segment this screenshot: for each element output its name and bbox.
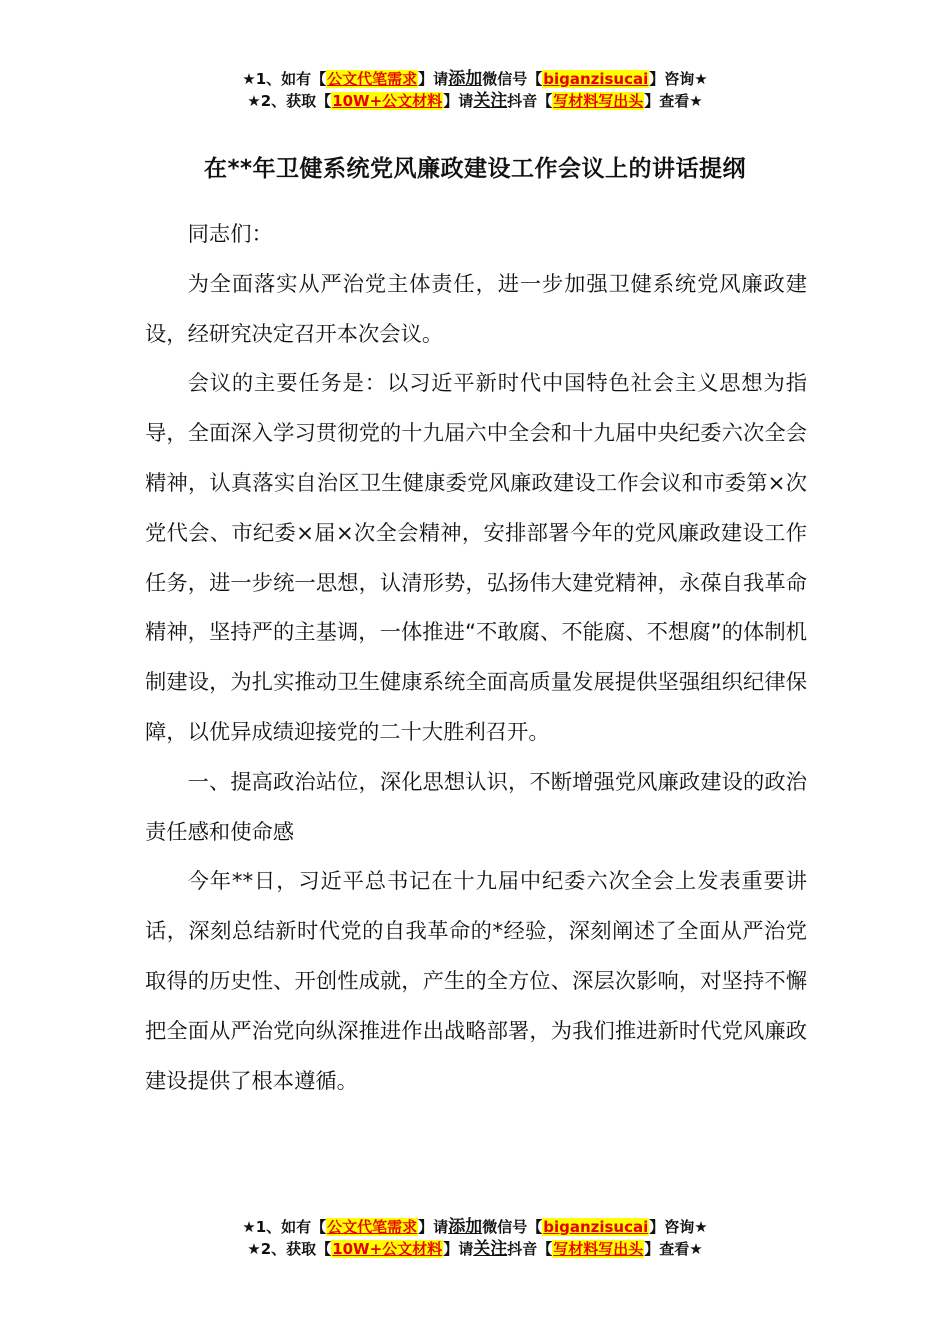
- header-banner: [0, 68, 950, 112]
- banner-text: 】请: [418, 70, 449, 88]
- banner-text: 抖音【: [507, 92, 553, 110]
- document-title: 在**年卫健系统党风廉政建设工作会议上的讲话提纲: [203, 156, 747, 182]
- banner-text: 】咨询★: [649, 1218, 708, 1236]
- banner-wechat-id: biganzisucai: [543, 1218, 649, 1236]
- banner-wechat-id: biganzisucai: [543, 70, 649, 88]
- body-paragraph: 会议的主要任务是：以习近平新时代中国特色社会主义思想为指导，全面深入学习贯彻党的十九届六中全会和十九届中央纪委六次全会精神，认真落实自治区卫生健康委党风廉政建设工作会议和市委第×次党代会、市纪委×届×次全会精神，安排部署今年的党风廉政建设工作任务，进一步统一思想，认清形势，弘扬伟大建党精神，永葆自我革命精神，坚持严的主基调，一体推进“不敢腐、不能腐、不想腐”的体制机制建设，为扎实推动卫生健康系统全面高质量发展提供坚强组织纪律保障，以优异成绩迎接党的二十大胜利召开。: [145, 371, 807, 745]
- banner-emphasis: 添加: [448, 1217, 483, 1237]
- document-body: [145, 210, 807, 1106]
- banner-line-1: [0, 68, 950, 90]
- banner-emphasis: 关注: [473, 91, 508, 111]
- banner-line-2: [0, 90, 950, 112]
- banner-text: 微信号【: [482, 70, 543, 88]
- body-paragraph: 为全面落实从严治党主体责任，进一步加强卫健系统党风廉政建设，经研究决定召开本次会议。: [145, 271, 807, 347]
- banner-text: 】查看★: [644, 1240, 703, 1258]
- body-paragraph: 今年**日，习近平总书记在十九届中纪委六次全会上发表重要讲话，深刻总结新时代党的自我革命的*经验，深刻阐述了全面从严治党取得的历史性、开创性成就，产生的全方位、深层次影响，对坚持不懈把全面从严治党向纵深推进作出战略部署，为我们推进新时代党风廉政建设提供了根本遵循。: [145, 869, 807, 1094]
- banner-douyin-id: 写材料写出头: [553, 1240, 644, 1258]
- footer-banner: [0, 1216, 950, 1260]
- banner-highlight: 10W+公文材料: [332, 92, 443, 110]
- banner-text: 微信号【: [482, 1218, 543, 1236]
- banner-text: ★1、如有【: [242, 70, 327, 88]
- banner-text: 】咨询★: [649, 70, 708, 88]
- banner-highlight: 公文代笔需求: [327, 1218, 418, 1236]
- banner-line-1: [0, 1216, 950, 1238]
- banner-text: ★2、获取【: [247, 92, 332, 110]
- banner-text: 】请: [443, 1240, 474, 1258]
- banner-text: 】请: [443, 92, 474, 110]
- banner-emphasis: 关注: [473, 1239, 508, 1259]
- salutation: 同志们：: [187, 222, 273, 247]
- banner-emphasis: 添加: [448, 69, 483, 89]
- banner-text: ★1、如有【: [242, 1218, 327, 1236]
- banner-text: ★2、获取【: [247, 1240, 332, 1258]
- section-heading: 一、提高政治站位，深化思想认识，不断增强党风廉政建设的政治责任感和使命感: [145, 769, 807, 845]
- banner-text: 抖音【: [507, 1240, 553, 1258]
- banner-text: 】请: [418, 1218, 449, 1236]
- banner-highlight: 10W+公文材料: [332, 1240, 443, 1258]
- banner-line-2: [0, 1238, 950, 1260]
- banner-douyin-id: 写材料写出头: [553, 92, 644, 110]
- banner-highlight: 公文代笔需求: [327, 70, 418, 88]
- banner-text: 】查看★: [644, 92, 703, 110]
